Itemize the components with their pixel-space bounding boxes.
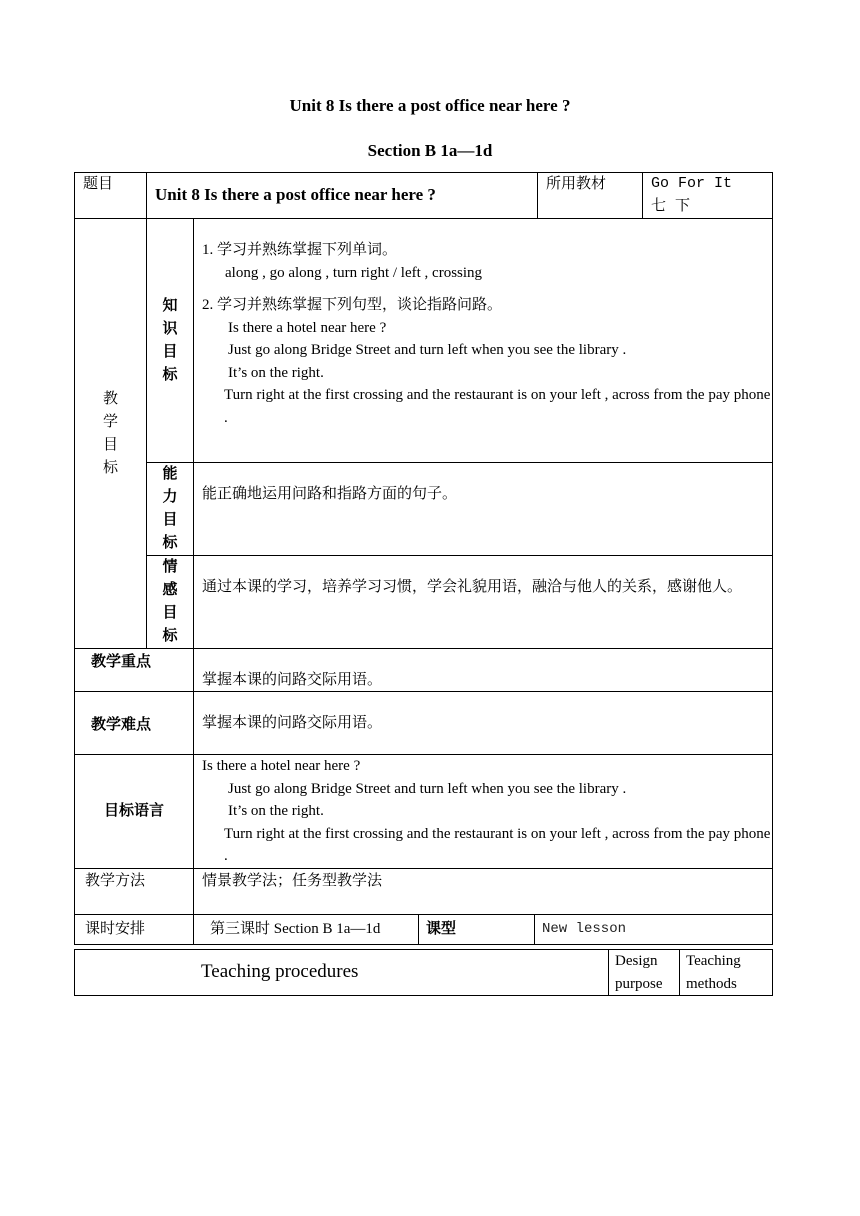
target-language-line: Just go along Bridge Street and turn left when you see the library . [228, 780, 627, 797]
knowledge-line: 1. 学习并熟练掌握下列单词。 [202, 242, 398, 258]
knowledge-content [194, 219, 773, 463]
key-points-content [194, 649, 773, 692]
methods-row [75, 868, 773, 914]
procedures-header-row [75, 950, 773, 996]
methods-label: 教学方法 [75, 868, 194, 914]
target-language-label: 目标语言 [75, 755, 194, 869]
objectives-label-cell [75, 219, 147, 649]
textbook-value-line2: 七 下 [651, 197, 691, 215]
textbook-label: 所用教材 [538, 173, 643, 219]
knowledge-row [75, 219, 773, 463]
textbook-value [643, 173, 773, 219]
emotion-text: 通过本课的学习，培养学习习惯，学会礼貌用语，融洽与他人的关系，感谢他人。 [202, 579, 743, 595]
knowledge-line: Turn right at the first crossing and the restaurant is on your left , across from the pay phone . [224, 387, 771, 426]
target-language-row [75, 755, 773, 869]
schedule-label: 课时安排 [75, 914, 194, 944]
teaching-methods-header: Teaching methods [680, 950, 773, 996]
page-subtitle: Section B 1a—1d [367, 141, 493, 160]
lesson-type-label: 课型 [419, 915, 535, 944]
emotion-content [194, 556, 773, 649]
lesson-plan-table [74, 172, 773, 945]
knowledge-line: 2. 学习并熟练掌握下列句型，谈论指路问路。 [202, 297, 503, 313]
textbook-value-line1: Go For It [651, 175, 733, 192]
target-language-line: Is there a hotel near here ? [202, 758, 361, 774]
topic-label: 题目 [75, 173, 147, 219]
design-purpose-header: Design purpose [609, 950, 680, 996]
ability-row [75, 463, 773, 556]
procedures-table [74, 949, 773, 996]
ability-content [194, 463, 773, 556]
ability-text: 能正确地运用问路和指路方面的句子。 [202, 486, 458, 502]
difficulties-text: 掌握本课的问路交际用语。 [202, 715, 383, 731]
emotion-row [75, 556, 773, 649]
key-points-text: 掌握本课的问路交际用语。 [202, 671, 383, 688]
topic-row [75, 173, 773, 219]
procedures-title: Teaching procedures [75, 950, 609, 996]
schedule-content [194, 914, 773, 944]
emotion-label-cell [147, 556, 194, 649]
ability-label: 能力目标 [162, 466, 178, 551]
schedule-row [75, 914, 773, 944]
ability-label-cell [147, 463, 194, 556]
page-title: Unit 8 Is there a post office near here ? [289, 96, 571, 115]
schedule-inner [194, 915, 772, 944]
target-language-line: It’s on the right. [228, 803, 324, 819]
objectives-label: 教学目标 [102, 390, 118, 476]
knowledge-line: Is there a hotel near here ? [228, 319, 387, 336]
target-language-line: Turn right at the first crossing and the restaurant is on your left , across from the pay phone . [224, 825, 771, 864]
knowledge-line: along , go along , turn right / left , crossing [225, 264, 483, 281]
methods-text: 情景教学法；任务型教学法 [202, 872, 383, 889]
knowledge-line: Just go along Bridge Street and turn left when you see the library . [228, 342, 627, 358]
topic-value [147, 173, 538, 219]
topic-value-text: Unit 8 Is there a post office near here ? [155, 185, 436, 205]
knowledge-label: 知识目标 [162, 297, 178, 383]
difficulties-content [194, 692, 773, 755]
methods-content [194, 868, 773, 914]
knowledge-label-cell [147, 219, 194, 463]
knowledge-line: It’s on the right. [228, 364, 324, 381]
target-language-content [194, 755, 773, 869]
lesson-type-value: New lesson [542, 920, 627, 937]
emotion-label: 情感目标 [162, 559, 178, 644]
key-points-row [75, 649, 773, 692]
schedule-text: 第三课时 Section B 1a—1d [194, 915, 419, 944]
difficulties-row [75, 692, 773, 755]
difficulties-label: 教学难点 [75, 692, 194, 755]
key-points-label: 教学重点 [75, 649, 194, 692]
